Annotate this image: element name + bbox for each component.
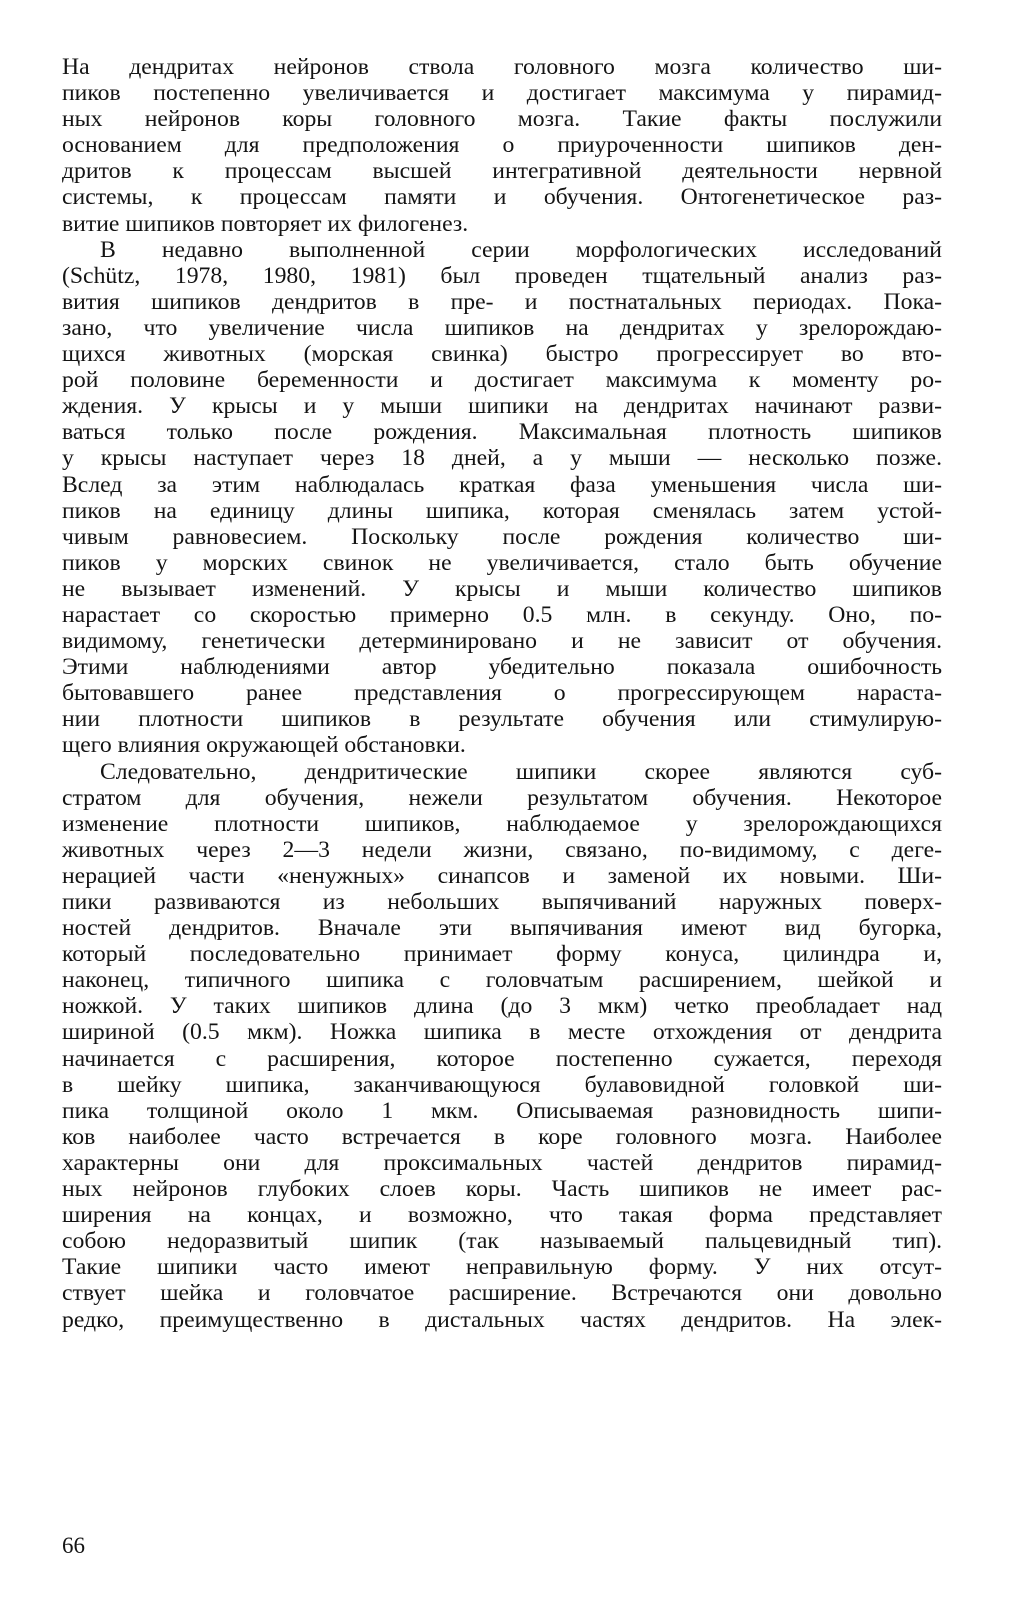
text-line: вития шипиков дендритов в пре- и постнатальных периодах. Пока- bbox=[62, 288, 942, 315]
text-line: животных через 2—3 недели жизни, связано, по-видимому, с деге- bbox=[62, 836, 942, 863]
text-line: зано, что увеличение числа шипиков на дендритах у зрелорождаю- bbox=[62, 314, 942, 341]
text-line: (Schütz, 1978, 1980, 1981) был проведен тщательный анализ раз- bbox=[62, 262, 942, 289]
text-line: ножкой. У таких шипиков длина (до 3 мкм) четко преобладает над bbox=[62, 993, 942, 1020]
text-line: Такие шипики часто имеют неправильную форму. У них отсут- bbox=[62, 1254, 942, 1281]
text-line: ных нейронов глубоких слоев коры. Часть шипиков не имеет рас- bbox=[62, 1176, 942, 1203]
text-line: основанием для предположения о приуроченности шипиков ден- bbox=[62, 132, 942, 159]
text-line: ных нейронов коры головного мозга. Такие факты послужили bbox=[62, 106, 942, 133]
text-line: у крысы наступает через 18 дней, а у мыши — несколько позже. bbox=[62, 445, 942, 472]
page-body bbox=[62, 54, 942, 1333]
text-line: щихся животных (морская свинка) быстро прогрессирует во вто- bbox=[62, 341, 942, 368]
text-line: не вызывает изменений. У крысы и мыши количество шипиков bbox=[62, 575, 942, 602]
text-line: ширения на концах, и возможно, что такая форма представляет bbox=[62, 1202, 942, 1229]
text-line: собою недоразвитый шипик (так называемый пальцевидный тип). bbox=[62, 1228, 942, 1255]
text-line: видимому, генетически детерминировано и не зависит от обучения. bbox=[62, 628, 942, 655]
text-line: витие шипиков повторяет их филогенез. bbox=[62, 210, 469, 237]
text-line: Этими наблюдениями автор убедительно показала ошибочность bbox=[62, 654, 942, 681]
text-line: ков наиболее часто встречается в коре головного мозга. Наиболее bbox=[62, 1123, 942, 1150]
text-line: пиков у морских свинок не увеличивается, стало быть обучение bbox=[62, 549, 942, 576]
text-line: бытовавшего ранее представления о прогрессирующем нараста- bbox=[62, 680, 942, 707]
text-line: ваться только после рождения. Максимальная плотность шипиков bbox=[62, 419, 942, 446]
text-line: редко, преимущественно в дистальных частях дендритов. На элек- bbox=[62, 1306, 942, 1333]
paragraph-2 bbox=[62, 237, 942, 759]
text-line: В недавно выполненной серии морфологических исследований bbox=[100, 236, 942, 263]
text-line: чивым равновесием. Поскольку после рождения количество ши- bbox=[62, 523, 942, 550]
text-line: в шейку шипика, заканчивающуюся булавовидной головкой ши- bbox=[62, 1071, 942, 1098]
text-line: изменение плотности шипиков, наблюдаемое у зрелорождающихся bbox=[62, 810, 942, 837]
text-line: ждения. У крысы и у мыши шипики на дендритах начинают разви- bbox=[62, 393, 942, 420]
paragraph-1 bbox=[62, 54, 942, 237]
text-line: Следовательно, дендритические шипики скорее являются суб- bbox=[100, 758, 942, 785]
text-line: щего влияния окружающей обстановки. bbox=[62, 732, 466, 759]
text-line: рой половине беременности и достигает максимума к моменту ро- bbox=[62, 367, 942, 394]
text-line: Вслед за этим наблюдалась краткая фаза уменьшения числа ши- bbox=[62, 471, 942, 498]
text-line: нерацией части «ненужных» синапсов и заменой их новыми. Ши- bbox=[62, 862, 942, 889]
text-line: который последовательно принимает форму конуса, цилиндра и, bbox=[62, 941, 942, 968]
text-line: начинается с расширения, которое постепенно сужается, переходя bbox=[62, 1045, 942, 1072]
text-line: ствует шейка и головчатое расширение. Встречаются они довольно bbox=[62, 1280, 942, 1307]
text-line: нии плотности шипиков в результате обучения или стимулирую- bbox=[62, 706, 942, 733]
text-line: пика толщиной около 1 мкм. Описываемая разновидность шипи- bbox=[62, 1097, 942, 1124]
text-line: шириной (0.5 мкм). Ножка шипика в месте отхождения от дендрита bbox=[62, 1019, 942, 1046]
text-line: системы, к процессам памяти и обучения. Онтогенетическое раз- bbox=[62, 184, 942, 211]
text-line: наконец, типичного шипика с головчатым расширением, шейкой и bbox=[62, 967, 942, 994]
paragraph-3 bbox=[62, 759, 942, 1333]
text-line: стратом для обучения, нежели результатом обучения. Некоторое bbox=[62, 784, 942, 811]
page-number: 66 bbox=[62, 1533, 85, 1558]
text-line: пиков на единицу длины шипика, которая сменялась затем устой- bbox=[62, 497, 942, 524]
text-line: На дендритах нейронов ствола головного мозга количество ши- bbox=[62, 54, 942, 80]
text-line: дритов к процессам высшей интегративной деятельности нервной bbox=[62, 158, 942, 185]
text-line: ностей дендритов. Вначале эти выпячивания имеют вид бугорка, bbox=[62, 915, 942, 942]
text-line: нарастает со скоростью примерно 0.5 млн. в секунду. Оно, по- bbox=[62, 601, 942, 628]
text-line: характерны они для проксимальных частей дендритов пирамид- bbox=[62, 1149, 942, 1176]
text-line: пики развиваются из небольших выпячиваний наружных поверх- bbox=[62, 889, 942, 915]
text-line: пиков постепенно увеличивается и достигает максимума у пирамид- bbox=[62, 80, 942, 107]
